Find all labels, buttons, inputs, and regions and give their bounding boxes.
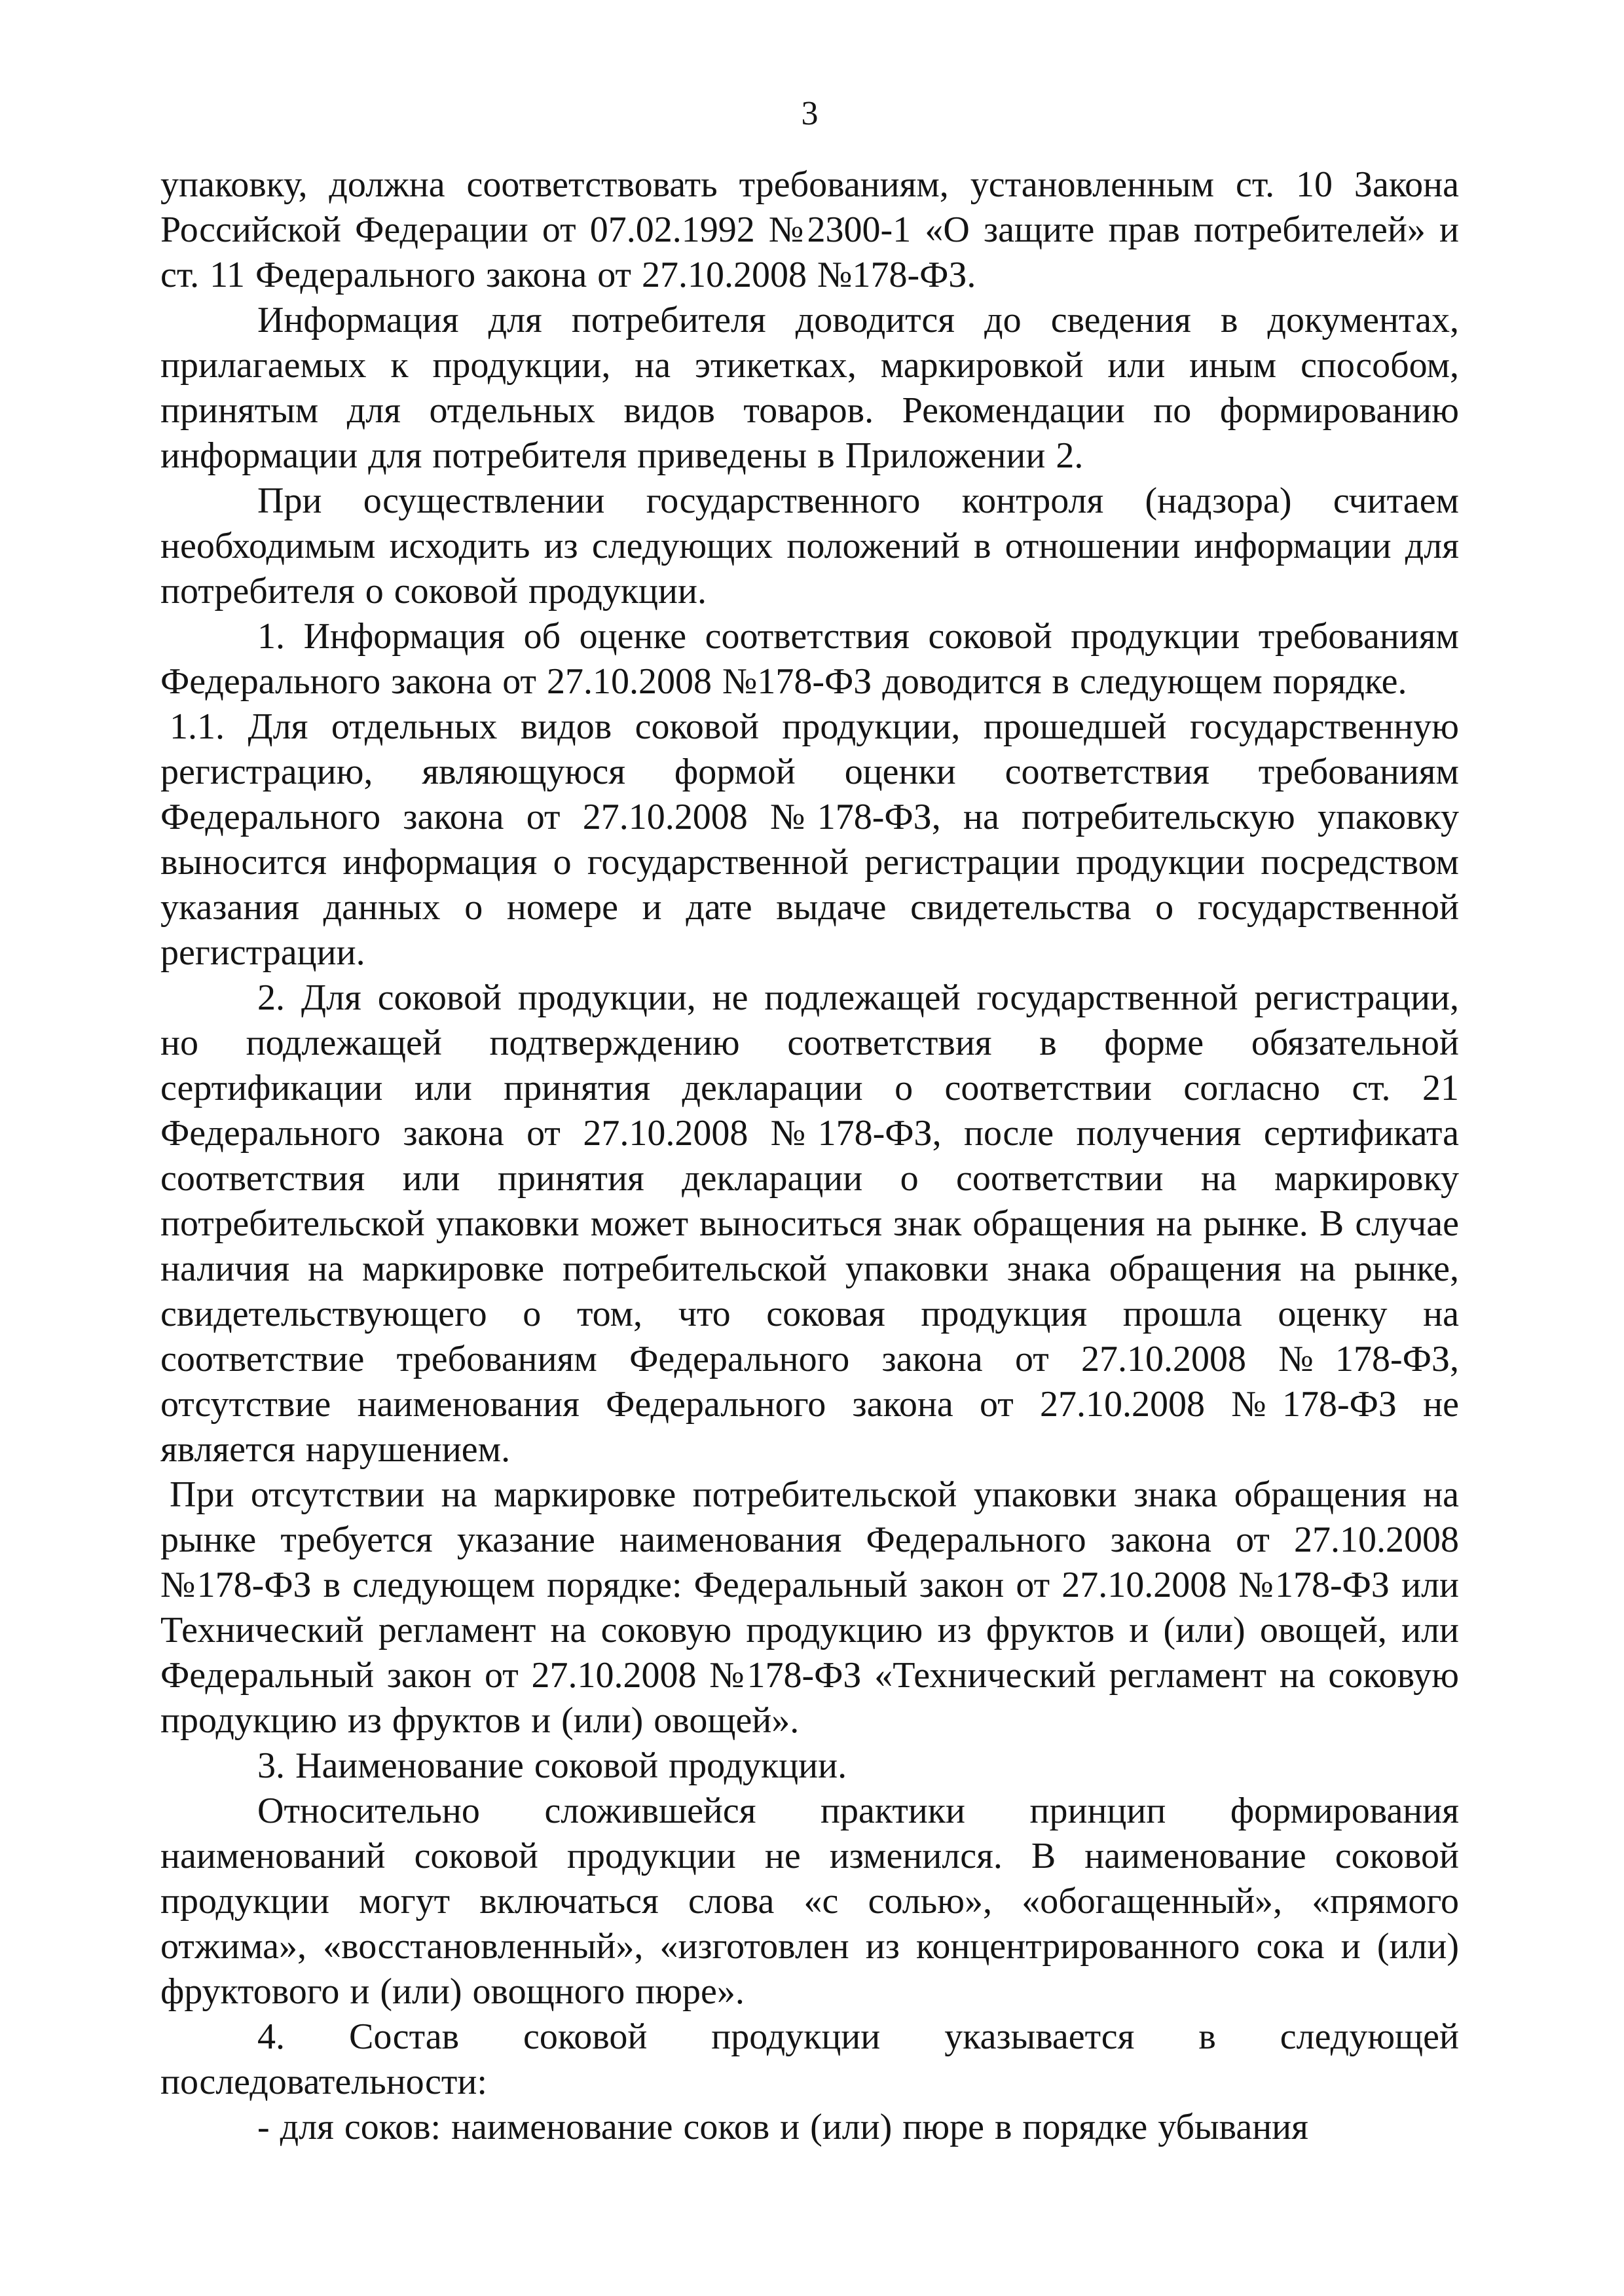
paragraph: 4. Состав соковой продукции указывается в следующей последовательности: [160,2016,1459,2102]
paragraph: 3. Наименование соковой продукции. [257,1745,847,1786]
paragraph: Информация для потребителя доводится до сведения в документах, прилагаемых к продукции, на этикетках, маркировкой или иным способом, принятым для отдельных видов товаров. Рекомендации по формированию информации для потребителя приведены в Приложении 2. [160,300,1459,476]
paragraph: - для соков: наименование соков и (или) пюре в порядке убывания [257,2107,1308,2147]
paragraph: упаковку, должна соответствовать требованиям, установленным ст. 10 Закона Российской Федерации от 07.02.1992 №2300-1 «О защите прав потребителей» и ст. 11 Федерального закона от 27.10.2008 №178-ФЗ. [160,164,1459,295]
paragraph: 1. Информация об оценке соответствия соковой продукции требованиям Федерального закона от 27.10.2008 №178-ФЗ доводится в следующем порядке. [160,616,1459,702]
paragraph: При осуществлении государственного контроля (надзора) считаем необходимым исходить из следующих положений в отношении информации для потребителя о соковой продукции. [160,481,1459,611]
paragraph: 2. Для соковой продукции, не подлежащей государственной регистрации, но подлежащей подтверждению соответствия в форме обязательной сертификации или принятия декларации о соответствии согласно ст. 21 Федерального закона от 27.10.2008 №178-ФЗ, после получения сертификата соответствия или принятия декларации о соответствии на маркировку потребительской упаковки может выноситься знак обращения на рынке. В случае наличия на маркировке потребительской упаковки знака обращения на рынке, свидетельствующего о том, что соковая продукция прошла оценку на соответствие требованиям Федерального закона от 27.10.2008 №178-ФЗ, отсутствие наименования Федерального закона от 27.10.2008 №178-ФЗ не является нарушением. [160,977,1459,1470]
paragraph: При отсутствии на маркировке потребительской упаковки знака обращения на рынке требуется указание наименования Федерального закона от 27.10.2008 №178-ФЗ в следующем порядке: Федеральный закон от 27.10.2008 №178-ФЗ или Технический регламент на соковую продукцию из фруктов и (или) овощей, или Федеральный закон от 27.10.2008 №178-ФЗ «Технический регламент на соковую продукцию из фруктов и (или) овощей». [160,1474,1459,1741]
document-body [160,162,1459,2150]
paragraph: Относительно сложившейся практики принцип формирования наименований соковой продукции не изменился. В наименование соковой продукции могут включаться слова «с солью», «обогащенный», «прямого отжима», «восстановленный», «изготовлен из концентрированного сока и (или) фруктового и (или) овощного пюре». [160,1791,1459,2012]
page-number: 3 [801,95,819,132]
paragraph: 1.1. Для отдельных видов соковой продукции, прошедшей государственную регистрацию, являющуюся формой оценки соответствия требованиям Федерального закона от 27.10.2008 №178-ФЗ, на потребительскую упаковку выносится информация о государственной регистрации продукции посредством указания данных о номере и дате выдаче свидетельства о государственной регистрации. [160,706,1459,973]
